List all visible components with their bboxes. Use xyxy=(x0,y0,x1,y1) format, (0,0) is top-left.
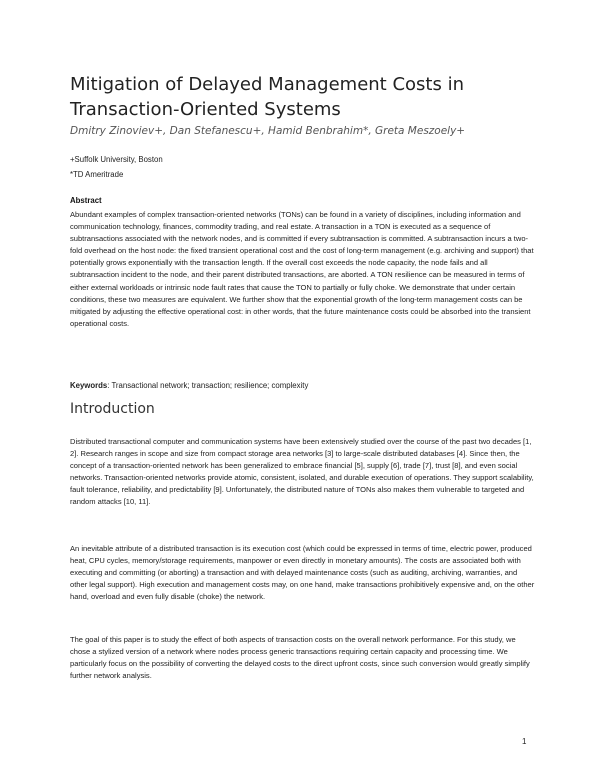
keywords-label: Keywords xyxy=(70,381,108,390)
abstract-heading: Abstract xyxy=(70,196,102,205)
page-number: 1 xyxy=(522,737,527,746)
intro-paragraph: An inevitable attribute of a distributed transaction is its execution cost (which could be expressed in terms of time, electric power, produced heat, CPU cycles, memory/storage requirements, manpower or even directly in monetary amounts). The costs are associated both with executing and committing (or aborting) a transaction and with delayed maintenance costs (such as auditing, archiving, warranties, and other legal support). High execution and management costs may, on one hand, make transactions prohibitively expensive and, on the other hand, overload and even fully disable (choke) the network. xyxy=(70,544,535,602)
intro-paragraph: The goal of this paper is to study the effect of both aspects of transaction costs on the overall network performance. For this study, we chose a stylized version of a network where nodes process generic transactions requiring certain capacity and processing time. We particularly focus on the possibility of converting the delayed costs to the direct upfront costs, since such conversion would greatly simplify further network analysis. xyxy=(70,635,530,681)
author-list: Dmitry Zinoviev+, Dan Stefanescu+, Hamid Benbrahim*, Greta Meszoely+ xyxy=(70,125,466,137)
intro-paragraph: Distributed transactional computer and communication systems have been extensively studied over the course of the past two decades [1, 2]. Research ranges in scope and size from compact storage area networks [3] to large-scale distributed databases [4]. Since then, the concept of a transaction-oriented network has been generalized to embrace financial [5], supply [6], trade [7], trust [8], and even social networks. Transaction-oriented networks provide atomic, consistent, isolated, and durable execution of operations. They support scalability, fault tolerance, reliability, and predictability [9]. Unfortunately, the distributed nature of TONs also makes them vulnerable to targeted and random attacks [10, 11]. xyxy=(70,437,534,507)
affiliation-suffolk: +Suffolk University, Boston xyxy=(70,155,163,164)
affiliation-td-ameritrade: *TD Ameritrade xyxy=(70,170,124,179)
paper-title: Mitigation of Delayed Management Costs in Transaction-Oriented Systems xyxy=(70,74,464,120)
abstract-text: Abundant examples of complex transaction-oriented networks (TONs) can be found in a variety of disciplines, including information and communication technology, finances, commodity trading, and real estate. A transaction in a TON is executed as a sequence of subtransactions associated with the network nodes, and is committed if every subtransaction is committed. A subtransaction incurs a two-fold overhead on the host node: the fixed transient operational cost and the cost of long-term management (e.g. archiving and support) that potentially grows exponentially with the transaction length. If the overall cost exceeds the node capacity, the node fails and all subtransaction incident to the node, and their parent distributed transactions, are aborted. A TON resilience can be measured in terms of either external workloads or intrinsic node fault rates that cause the TON to partially or fully choke. We demonstrate that under certain conditions, these two measures are equivalent. We further show that the exponential growth of the long-term management costs can be mitigated by adjusting the effective operational cost: in other words, that the future maintenance costs could be absorbed into the transient operational costs. xyxy=(70,210,534,328)
section-heading-introduction: Introduction xyxy=(70,401,155,417)
keywords-text: : Transactional network; transaction; resilience; complexity xyxy=(107,381,309,390)
keywords-line xyxy=(70,381,535,390)
